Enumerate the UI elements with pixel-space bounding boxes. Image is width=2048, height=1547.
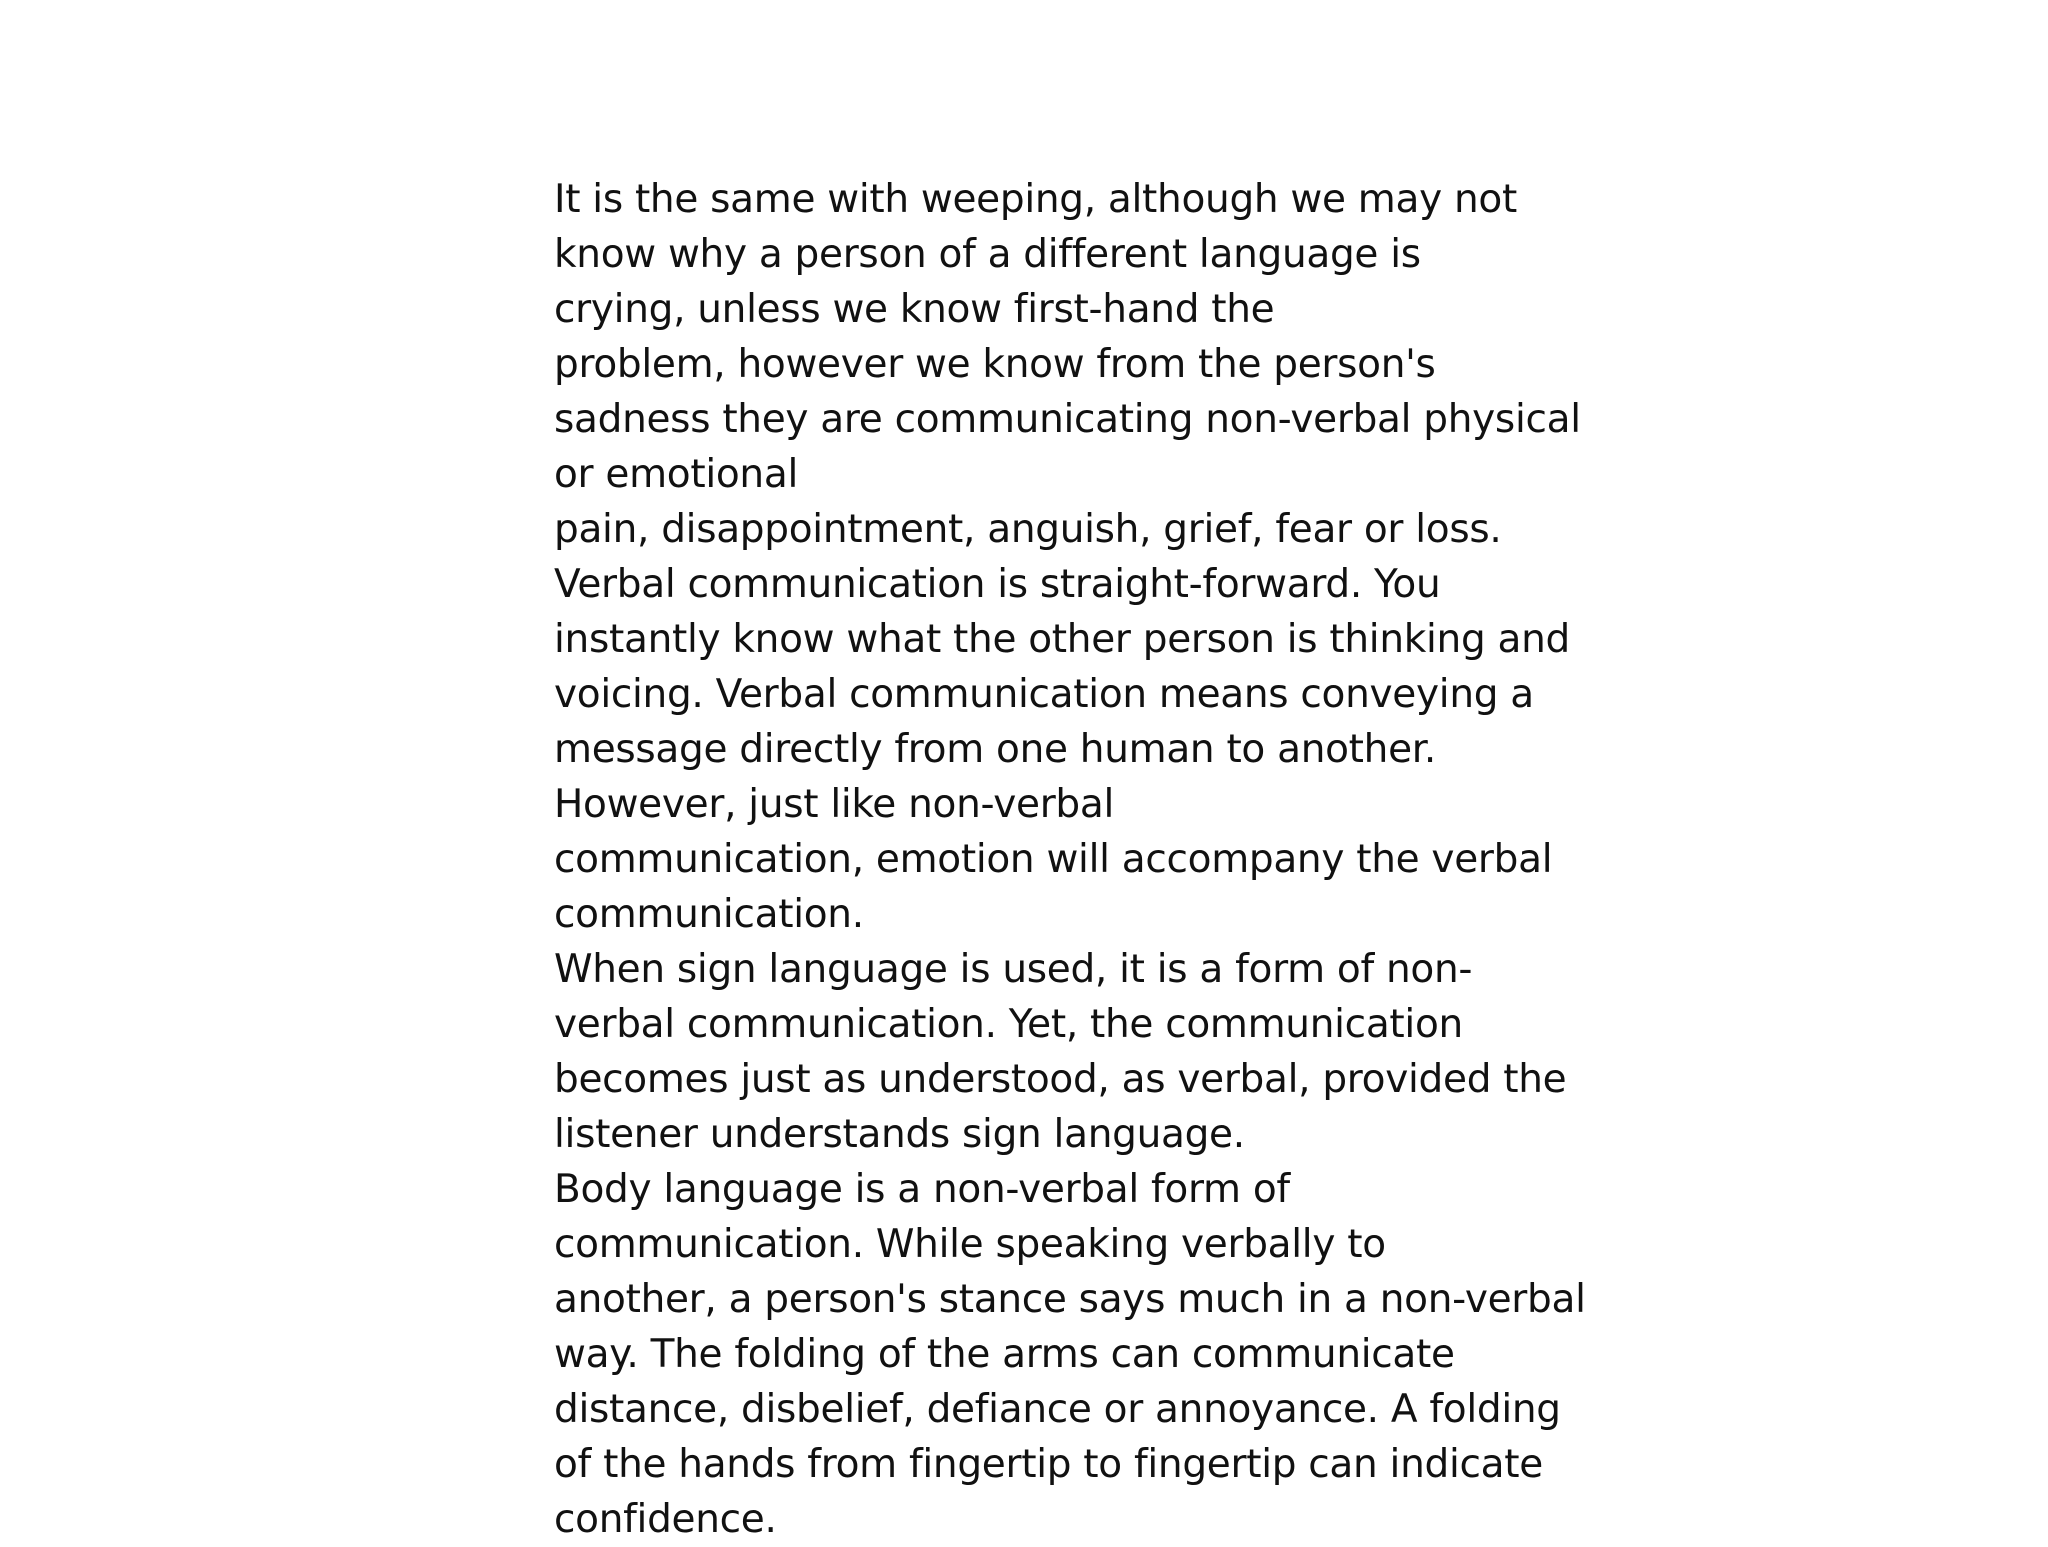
text-line: way. The folding of the arms can communicate [554, 1332, 1455, 1377]
text-line: problem, however we know from the person's [554, 342, 1436, 387]
text-line: another, a person's stance says much in a non-verbal [554, 1277, 1586, 1322]
text-line: voicing. Verbal communication means conveying a [554, 672, 1534, 717]
text-line: sadness they are communicating non-verbal physical [554, 397, 1581, 442]
text-line: know why a person of a different language is [554, 232, 1421, 277]
text-line: It is the same with weeping, although we may not [554, 177, 1517, 222]
text-line: of the hands from fingertip to fingertip can indicate [554, 1442, 1543, 1487]
text-line: or emotional [554, 452, 798, 497]
text-line: When sign language is used, it is a form of non- [554, 947, 1473, 992]
text-line: communication. While speaking verbally to [554, 1222, 1386, 1267]
text-line: instantly know what the other person is thinking and [554, 617, 1570, 662]
body-text [554, 172, 1586, 1547]
text-line: becomes just as understood, as verbal, provided the [554, 1057, 1567, 1102]
text-line: communication, emotion will accompany the verbal [554, 837, 1553, 882]
text-line: distance, disbelief, defiance or annoyance. A folding [554, 1387, 1561, 1432]
text-line: verbal communication. Yet, the communication [554, 1002, 1463, 1047]
text-line: listener understands sign language. [554, 1112, 1245, 1157]
text-line: confidence. [554, 1497, 777, 1542]
text-line: crying, unless we know first-hand the [554, 287, 1275, 332]
text-line: Body language is a non-verbal form of [554, 1167, 1290, 1212]
text-line: However, just like non-verbal [554, 782, 1115, 827]
text-line: Verbal communication is straight-forward. You [554, 562, 1441, 607]
text-line: message directly from one human to another. [554, 727, 1437, 772]
text-line: communication. [554, 892, 864, 937]
text-line: pain, disappointment, anguish, grief, fear or loss. [554, 507, 1502, 552]
